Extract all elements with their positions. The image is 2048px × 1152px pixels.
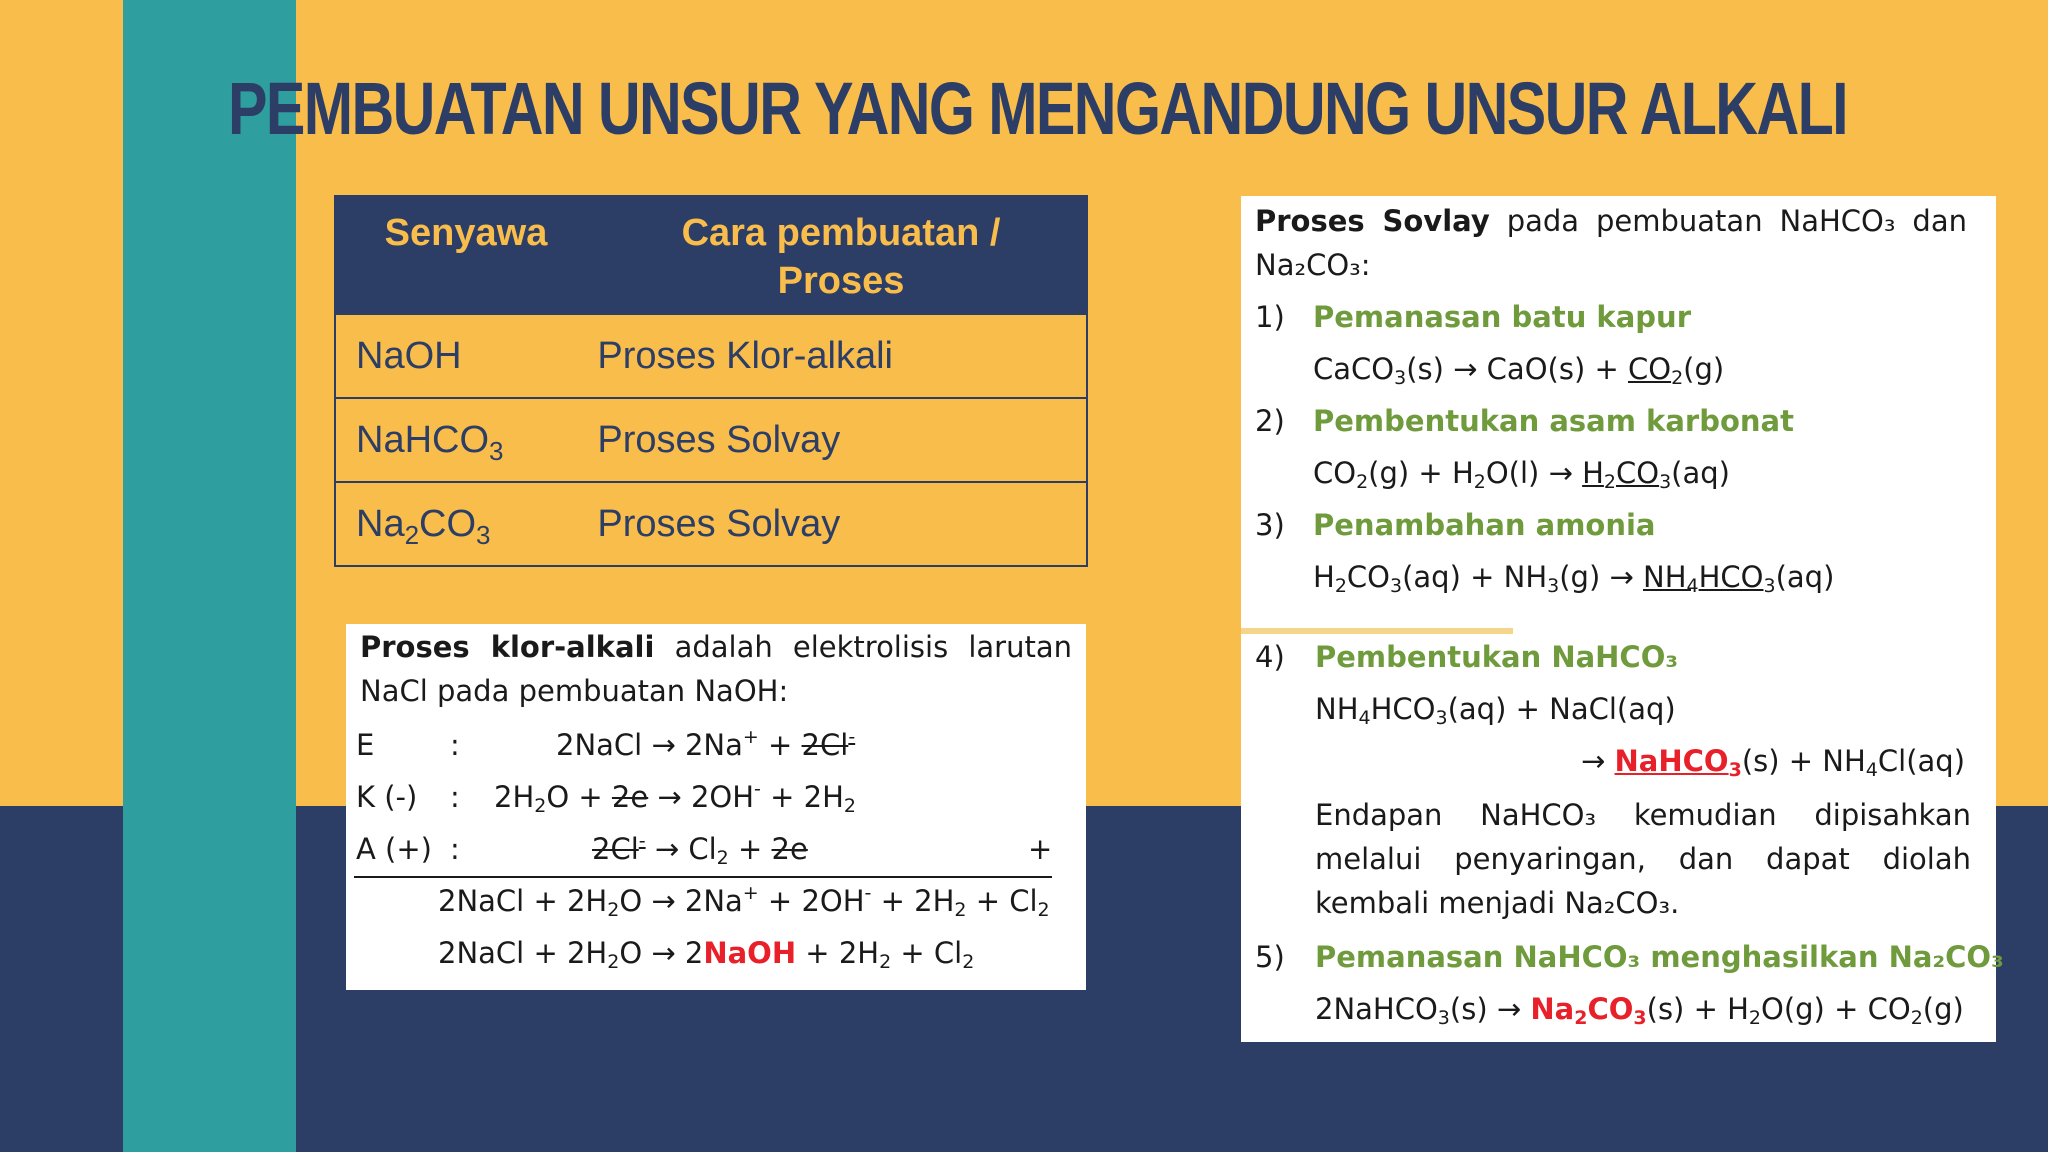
sum-divider xyxy=(354,876,1052,878)
label-k: K (-) xyxy=(356,780,418,814)
step-title: Pembentukan NaHCO₃ xyxy=(1315,640,1679,674)
table-row xyxy=(336,397,1086,481)
step-equation: $H_2CO_3(aq) + NH_3(g) \to NH_4HCO_3(aq)$ xyxy=(1313,560,1835,597)
endapan-text-line2: melalui penyaringan, dan dapat diolah xyxy=(1315,842,1971,876)
step-number: 3) xyxy=(1255,508,1285,542)
teal-accent-bar xyxy=(123,0,296,1152)
header-senyawa: Senyawa xyxy=(384,212,548,254)
colon: : xyxy=(450,832,460,866)
table-header xyxy=(336,197,1086,313)
compound-process-table xyxy=(334,195,1088,567)
label-e: E xyxy=(356,728,375,762)
step-equation: 2NaHCO$_3$(s) → $Na_2CO_3(s) + H_2O(g) + CO_2(g)$ xyxy=(1315,992,1964,1029)
label-a: A (+) xyxy=(356,832,432,866)
process-cell: Proses Solvay xyxy=(597,502,841,545)
step-number: 4) xyxy=(1255,640,1285,674)
table-row xyxy=(336,313,1086,397)
step-equation: $CO_2(g) + H_2O(l) \to H_2CO_3(aq)$ xyxy=(1313,456,1730,493)
panel-divider-strip xyxy=(1241,628,1513,634)
step-equation-result: → NaHCO$_3$(s) + $NH_4Cl(aq)$ xyxy=(1581,744,1966,781)
header-cara-pembuatan: Cara pembuatan / Proses xyxy=(681,212,1001,302)
klor-intro: Proses klor-alkali adalah elektrolisis larutan xyxy=(360,630,1072,664)
colon: : xyxy=(450,780,460,814)
compound-cell: $Na_2CO_3$ xyxy=(356,502,491,550)
solvay-intro: Proses Sovlay pada pembuatan NaHCO₃ dan xyxy=(1255,204,1967,238)
solvay-intro-line2: Na₂CO₃: xyxy=(1255,248,1371,282)
equation-e: 2NaCl → 2Na+ + 2Cl- xyxy=(556,726,856,762)
process-cell: Proses Solvay xyxy=(597,418,841,461)
sum-plus-sign: + xyxy=(1028,832,1053,866)
klor-alkali-panel xyxy=(346,624,1086,990)
equation-k: $2H_2O + 2e \to 2OH^- + 2H_2$ xyxy=(494,778,856,817)
step-title: Penambahan amonia xyxy=(1313,508,1656,542)
solvay-panel xyxy=(1241,196,2004,1042)
page-title: PEMBUATAN UNSUR YANG MENGANDUNG UNSUR ALKALI xyxy=(228,67,1848,150)
compound-cell: NaOH xyxy=(356,334,462,377)
step-equation: $NH_4HCO_3(aq)$ + NaCl(aq) xyxy=(1315,692,1676,729)
table-row xyxy=(336,481,1086,565)
step-title: Pemanasan NaHCO₃ menghasilkan Na₂CO₃ xyxy=(1315,940,2004,974)
step-equation: CaCO$_3$(s) → $CaO(s) + CO_2(g)$ xyxy=(1313,352,1725,389)
step-number: 5) xyxy=(1255,940,1285,974)
compound-cell: NaHCO$_3$ xyxy=(356,418,504,466)
colon: : xyxy=(450,728,460,762)
process-cell: Proses Klor-alkali xyxy=(597,334,893,377)
equation-total-naoh: 2NaCl + $2H_2O$ → 2NaOH + $2H_2 + Cl_2$ xyxy=(438,936,975,973)
step-title: Pembentukan asam karbonat xyxy=(1313,404,1794,438)
endapan-text-line3: kembali menjadi Na₂CO₃. xyxy=(1315,886,1680,920)
step-number: 1) xyxy=(1255,300,1285,334)
klor-intro-line2: NaCl pada pembuatan NaOH: xyxy=(360,674,789,708)
endapan-text-line1: Endapan NaHCO₃ kemudian dipisahkan xyxy=(1315,798,1971,832)
step-title: Pemanasan batu kapur xyxy=(1313,300,1691,334)
step-number: 2) xyxy=(1255,404,1285,438)
equation-a: $2Cl^- \to Cl_2 + 2e$ xyxy=(592,830,808,869)
equation-total-ionic: 2NaCl + $2H_2O \to 2Na^+ + 2OH^- + 2H_2 + Cl_2$ xyxy=(438,882,1050,921)
